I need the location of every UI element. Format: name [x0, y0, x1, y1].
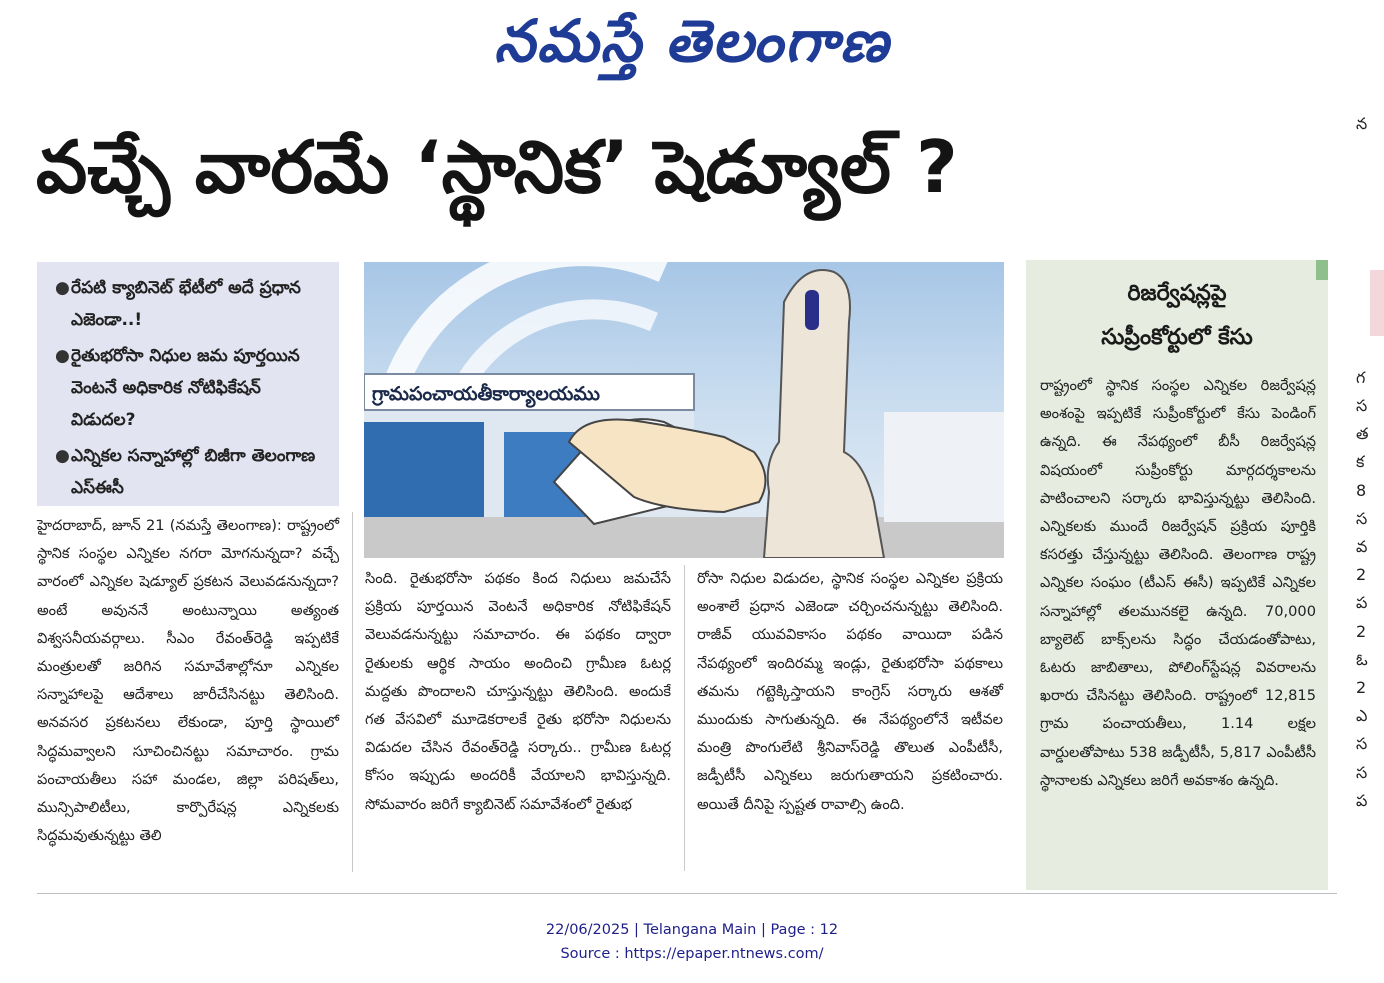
- edge-char: [1356, 336, 1384, 364]
- edge-char: స: [1356, 396, 1368, 416]
- article-photo: [364, 262, 1004, 558]
- building-sign: గ్రామపంచాయతీకార్యాలయము: [372, 383, 600, 405]
- edge-char: ఓ: [1356, 649, 1368, 669]
- footer-source-line: Source : https://epaper.ntnews.com/: [560, 946, 824, 962]
- adjacent-article-strip: [1356, 110, 1384, 890]
- sidebar-box: [1026, 260, 1328, 890]
- article-column-1: హైదరాబాద్, జూన్ 21 (నమస్తే తెలంగాణ): రాష్ట్రంలో స్థానిక సంస్థల ఎన్నికల నగరా మోగనున్నదా? వచ్చే వారంలో ఎన్నికల షెడ్యూల్ ప్రకటన వెలువడనున్నదా? అంటే అవుననే అంటున్నాయి అత్యంత విశ్వసనీయవర్గాలు. సీఎం రేవంత్‌రెడ్డి ఇప్పటికే మంత్రులతో జరిగిన సమావేశాల్లోనూ ఎన్నికల సన్నాహాలపై ఆదేశాలు జారీచేసినట్టు తెలిసింది. అనవసర ప్రకటనలు లేకుండా, పూర్తి స్థాయిలో సిద్ధమవ్వాలని సూచించినట్టు సమాచారం. గ్రామ పంచాయతీలు సహా మండల, జిల్లా పరిషత్‌లు, మున్సిపాలిటీలు, కార్పొరేషన్ల ఎన్నికలకు సిద్ధమవుతున్నట్టు తెలి: [37, 517, 339, 845]
- article-column-3: రోసా నిధుల విడుదల, స్థానిక సంస్థల ఎన్నికల ప్రక్రియ అంశాలే ప్రధాన ఎజెండా చర్చించనున్నట్టు తెలిసింది. రాజీవ్ యువవికాసం పథకం వాయిదా పడిన నేపథ్యంలో ఇందిరమ్మ ఇండ్లు, రైతుభరోసా పథకాలు తమను గట్టెక్కిస్తాయని కాంగ్రెస్ సర్కారు ఆశతో ముందుకు సాగుతున్నది. ఈ నేపథ్యంలోనే ఇటీవల మంత్రి పొంగులేటి శ్రీనివాస్‌రెడ్డి తొలుత ఎంపీటీసీ, జడ్పీటీసీ ఎన్నికలు జరుగుతాయని ప్రకటించారు. అయితే దీనిపై స్పష్టత రావాల్సి ఉంది.: [697, 570, 1003, 813]
- headline: వచ్చే వారమే ‘స్థానిక’ షెడ్యూల్ ?: [36, 125, 958, 209]
- edge-char: [1356, 307, 1384, 335]
- edge-char: గ: [1356, 367, 1366, 387]
- edge-char: [1356, 251, 1384, 279]
- edge-char: [1356, 138, 1384, 166]
- page-divider: [37, 893, 1337, 894]
- edge-char: త: [1356, 424, 1369, 444]
- highlight-text: రైతుభరోసా నిధుల జమ పూర్తయిన వెంటనే అధికారిక నోటిఫికేషన్ విడుదల?: [71, 346, 300, 430]
- edge-char: ప: [1356, 593, 1368, 613]
- highlights-box: [37, 262, 339, 506]
- edge-char: 8: [1356, 480, 1367, 500]
- highlight-item: [55, 340, 329, 436]
- sidebar-title-line1: రిజర్వేషన్లపై: [1127, 281, 1227, 306]
- bullet-icon: ●: [55, 446, 70, 466]
- edge-char: స: [1356, 508, 1368, 528]
- edge-char: 2: [1356, 678, 1367, 698]
- column-divider: [352, 512, 353, 872]
- sidebar-title: [1026, 272, 1328, 360]
- highlight-text: రేపటి క్యాబినెట్ భేటీలో అదే ప్రధాన ఎజెండా..!: [71, 278, 301, 330]
- footer-date-line: 22/06/2025 | Telangana Main | Page : 12: [545, 922, 839, 938]
- edge-char: స: [1356, 734, 1368, 754]
- edge-char: [1356, 279, 1384, 307]
- sidebar-body: రాష్ట్రంలో స్థానిక సంస్థల ఎన్నికల రిజర్వేషన్ల అంశంపై ఇప్పటికే సుప్రీంకోర్టులో కేసు పెండింగ్ ఉన్నది. ఈ నేపథ్యంలో బీసీ రిజర్వేషన్ల విషయంలో సుప్రీంకోర్టు మార్గదర్శకాలను పాటించాలని సర్కారు భావిస్తున్నట్టు తెలిసింది. ఎన్నికలకు ముందే రిజర్వేషన్ ప్రక్రియ పూర్తికి కసరత్తు చేస్తున్నట్టు తెలిసింది. తెలంగాణ రాష్ట్ర ఎన్నికల సంఘం (టీఎస్ ఈసీ) ఇప్పటికే ఎన్నికల సన్నాహాల్లో తలమునకలై ఉన్నది. 70,000 బ్యాలెట్ బాక్స్‌లను సిద్ధం చేయడంతోపాటు, ఓటరు జాబితాలు, పోలింగ్‌స్టేషన్ల వివరాలను ఖరారు చేసినట్టు తెలిసింది. రాష్ట్రంలో 12,815 గ్రామ పంచాయతీలు, 1.14 లక్షల వార్డులతోపాటు 538 జడ్పీటీసీ, 5,817 ఎంపీటీసీ స్థానాలకు ఎన్నికలు జరిగే అవకాశం ఉన్నది.: [1040, 377, 1316, 789]
- bullet-icon: ●: [55, 346, 70, 366]
- article-column-2: సింది. రైతుభరోసా పథకం కింద నిధులు జమచేసే ప్రక్రియ పూర్తయిన వెంటనే అధికారిక నోటిఫికేషన్ వెలువడనున్నట్టు సమాచారం. ఈ పథకం ద్వారా రైతులకు ఆర్థిక సాయం అందించి గ్రామీణ ఓటర్ల మద్దతు పొందాలని చూస్తున్నట్టు తెలిసింది. అందుకే గత వేసవిలో మూడెకరాలకే రైతు భరోసా నిధులను విడుదల చేసిన రేవంత్‌రెడ్డి సర్కారు.. గ్రామీణ ఓటర్ల కోసం ఇప్పుడు అందరికీ వేయాలని భావిస్తున్నది. సోమవారం జరిగే క్యాబినెట్ సమావేశంలో రైతుభ: [365, 570, 671, 813]
- election-illustration: [364, 262, 1004, 558]
- edge-char: క: [1356, 452, 1365, 472]
- edge-char: [1356, 195, 1384, 223]
- footer: [0, 918, 1384, 966]
- highlight-item: [55, 272, 329, 336]
- edge-char: 2: [1356, 621, 1367, 641]
- edge-char: 2: [1356, 565, 1367, 585]
- edge-char: ప: [1356, 790, 1368, 810]
- edge-char: [1356, 166, 1384, 194]
- bullet-icon: ●: [55, 278, 70, 298]
- masthead-logo: నమస్తే తెలంగాణ: [494, 7, 890, 75]
- edge-char: న: [1356, 114, 1368, 133]
- column-divider: [684, 565, 685, 871]
- highlight-item: [55, 440, 329, 504]
- edge-char: ఎ: [1356, 706, 1368, 726]
- edge-char: వ: [1356, 537, 1368, 557]
- edge-char: స: [1356, 762, 1368, 782]
- edge-char: [1356, 223, 1384, 251]
- sidebar-title-line2: సుప్రీంకోర్టులో కేసు: [1101, 325, 1253, 350]
- highlight-text: ఎన్నికల సన్నాహాల్లో బిజీగా తెలంగాణ ఎస్ఈసీ: [71, 446, 316, 498]
